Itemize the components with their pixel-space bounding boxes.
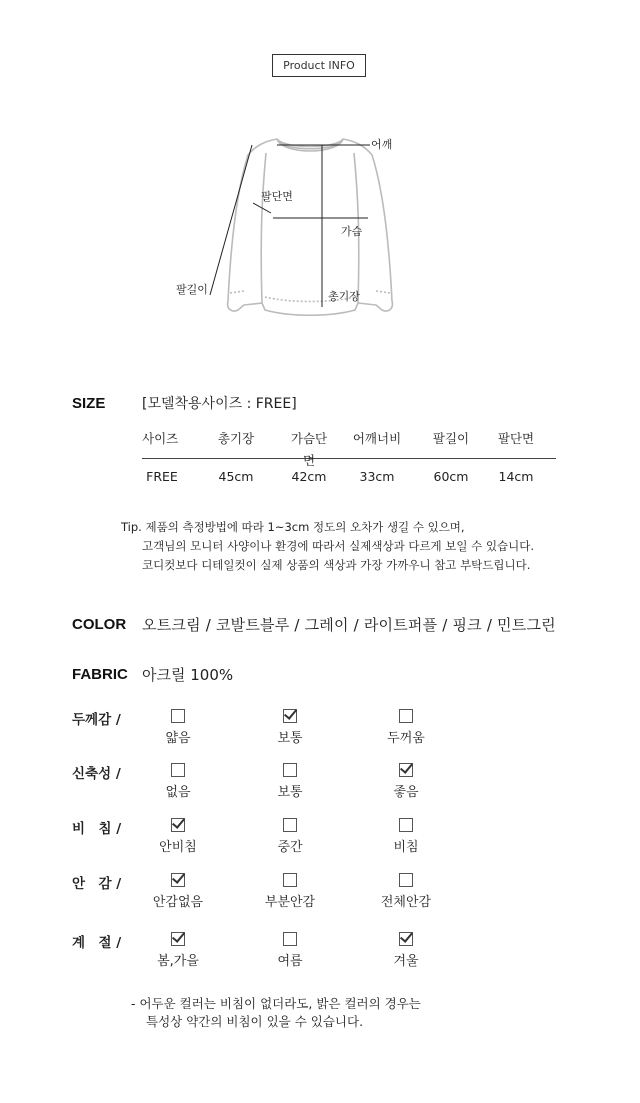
transparency-note xyxy=(131,995,421,1031)
size-table-header xyxy=(142,428,556,468)
unchecked-checkbox-icon xyxy=(399,873,413,887)
attribute-option xyxy=(250,763,330,800)
option-label: 좋음 xyxy=(393,785,419,800)
unchecked-checkbox-icon xyxy=(171,763,185,777)
attribute-label: 계 절 / xyxy=(72,935,122,951)
attribute-label: 비 침 / xyxy=(72,821,122,837)
unchecked-checkbox-icon xyxy=(283,873,297,887)
attribute-label: 두께감 / xyxy=(72,712,121,728)
attribute-option xyxy=(250,932,330,969)
option-label: 비침 xyxy=(393,840,419,855)
option-label: 없음 xyxy=(165,785,191,800)
attribute-option xyxy=(366,763,446,800)
unchecked-checkbox-icon xyxy=(283,763,297,777)
table-header-cell: 팔단면 xyxy=(497,431,535,446)
table-cell: 33cm xyxy=(359,469,395,484)
table-header-cell: 팔길이 xyxy=(432,431,470,446)
checked-checkbox-icon xyxy=(283,709,297,723)
attribute-option xyxy=(366,873,446,910)
checked-checkbox-icon xyxy=(399,763,413,777)
tip-line: Tip. 제품의 측정방법에 따라 1~3cm 정도의 오차가 생길 수 있으며, xyxy=(121,520,465,534)
size-table xyxy=(142,428,556,489)
unchecked-checkbox-icon xyxy=(283,818,297,832)
attribute-option xyxy=(366,709,446,746)
color-list: 오트크림 / 코발트블루 / 그레이 / 라이트퍼플 / 핑크 / 민트그린 xyxy=(142,616,556,634)
unchecked-checkbox-icon xyxy=(171,709,185,723)
option-label: 안감없음 xyxy=(152,895,204,910)
note-line: - 어두운 컬러는 비침이 없더라도, 밝은 컬러의 경우는 xyxy=(131,996,421,1011)
table-header-cell: 어깨너비 xyxy=(352,431,402,446)
option-label: 보통 xyxy=(277,731,303,746)
table-cell: 14cm xyxy=(498,469,534,484)
size-title: SIZE xyxy=(72,395,106,412)
table-header-cell: 가슴단면 xyxy=(290,431,328,468)
table-cell: 60cm xyxy=(433,469,469,484)
attribute-option xyxy=(366,932,446,969)
sweater-illustration xyxy=(170,125,430,325)
option-label: 얇음 xyxy=(165,731,191,746)
unchecked-checkbox-icon xyxy=(283,932,297,946)
option-label: 보통 xyxy=(277,785,303,800)
table-cell: 42cm xyxy=(291,469,327,484)
option-label: 두꺼움 xyxy=(387,731,425,746)
option-label: 중간 xyxy=(277,840,303,855)
attribute-option xyxy=(138,709,218,746)
option-label: 봄,가을 xyxy=(157,954,199,969)
checked-checkbox-icon xyxy=(171,818,185,832)
option-label: 겨울 xyxy=(393,954,419,969)
product-info-badge: Product INFO xyxy=(272,54,366,77)
model-size-note: [모델착용사이즈 : FREE] xyxy=(142,396,297,412)
unchecked-checkbox-icon xyxy=(399,709,413,723)
option-label: 안비침 xyxy=(159,840,197,855)
measurement-tip xyxy=(121,518,534,575)
fabric-value: 아크릴 100% xyxy=(142,666,234,684)
label-shoulder: 어깨 xyxy=(371,138,393,151)
attribute-label: 신축성 / xyxy=(72,766,121,782)
label-length: 총기장 xyxy=(328,290,360,303)
tip-line: 코디컷보다 디테일컷이 실제 상품의 색상과 가장 가까우니 참고 부탁드립니다. xyxy=(142,558,531,572)
table-header-cell: 사이즈 xyxy=(142,431,179,446)
label-chest: 가슴 xyxy=(341,225,363,238)
checked-checkbox-icon xyxy=(399,932,413,946)
checked-checkbox-icon xyxy=(171,932,185,946)
checked-checkbox-icon xyxy=(171,873,185,887)
attribute-option xyxy=(138,932,218,969)
label-sleeve-width: 팔단면 xyxy=(261,190,293,203)
attribute-option xyxy=(138,818,218,855)
table-header-cell: 총기장 xyxy=(217,431,255,446)
table-cell: FREE xyxy=(146,469,178,484)
option-label: 여름 xyxy=(277,954,303,969)
attribute-label: 안 감 / xyxy=(72,876,122,892)
table-cell: 45cm xyxy=(218,469,254,484)
size-table-row xyxy=(142,459,556,489)
fabric-title: FABRIC xyxy=(72,666,128,683)
option-label: 부분안감 xyxy=(264,895,316,910)
attribute-option xyxy=(250,873,330,910)
attribute-option xyxy=(138,873,218,910)
tip-line: 고객님의 모니터 사양이나 환경에 따라서 실제색상과 다르게 보일 수 있습니다. xyxy=(142,539,535,553)
attribute-option xyxy=(250,709,330,746)
color-title: COLOR xyxy=(72,616,127,633)
label-sleeve-length: 팔길이 xyxy=(176,283,208,296)
option-label: 전체안감 xyxy=(380,895,432,910)
note-line: 특성상 약간의 비침이 있을 수 있습니다. xyxy=(146,1014,364,1029)
attribute-option xyxy=(138,763,218,800)
unchecked-checkbox-icon xyxy=(399,818,413,832)
attribute-option xyxy=(366,818,446,855)
garment-diagram xyxy=(170,125,430,329)
attribute-option xyxy=(250,818,330,855)
